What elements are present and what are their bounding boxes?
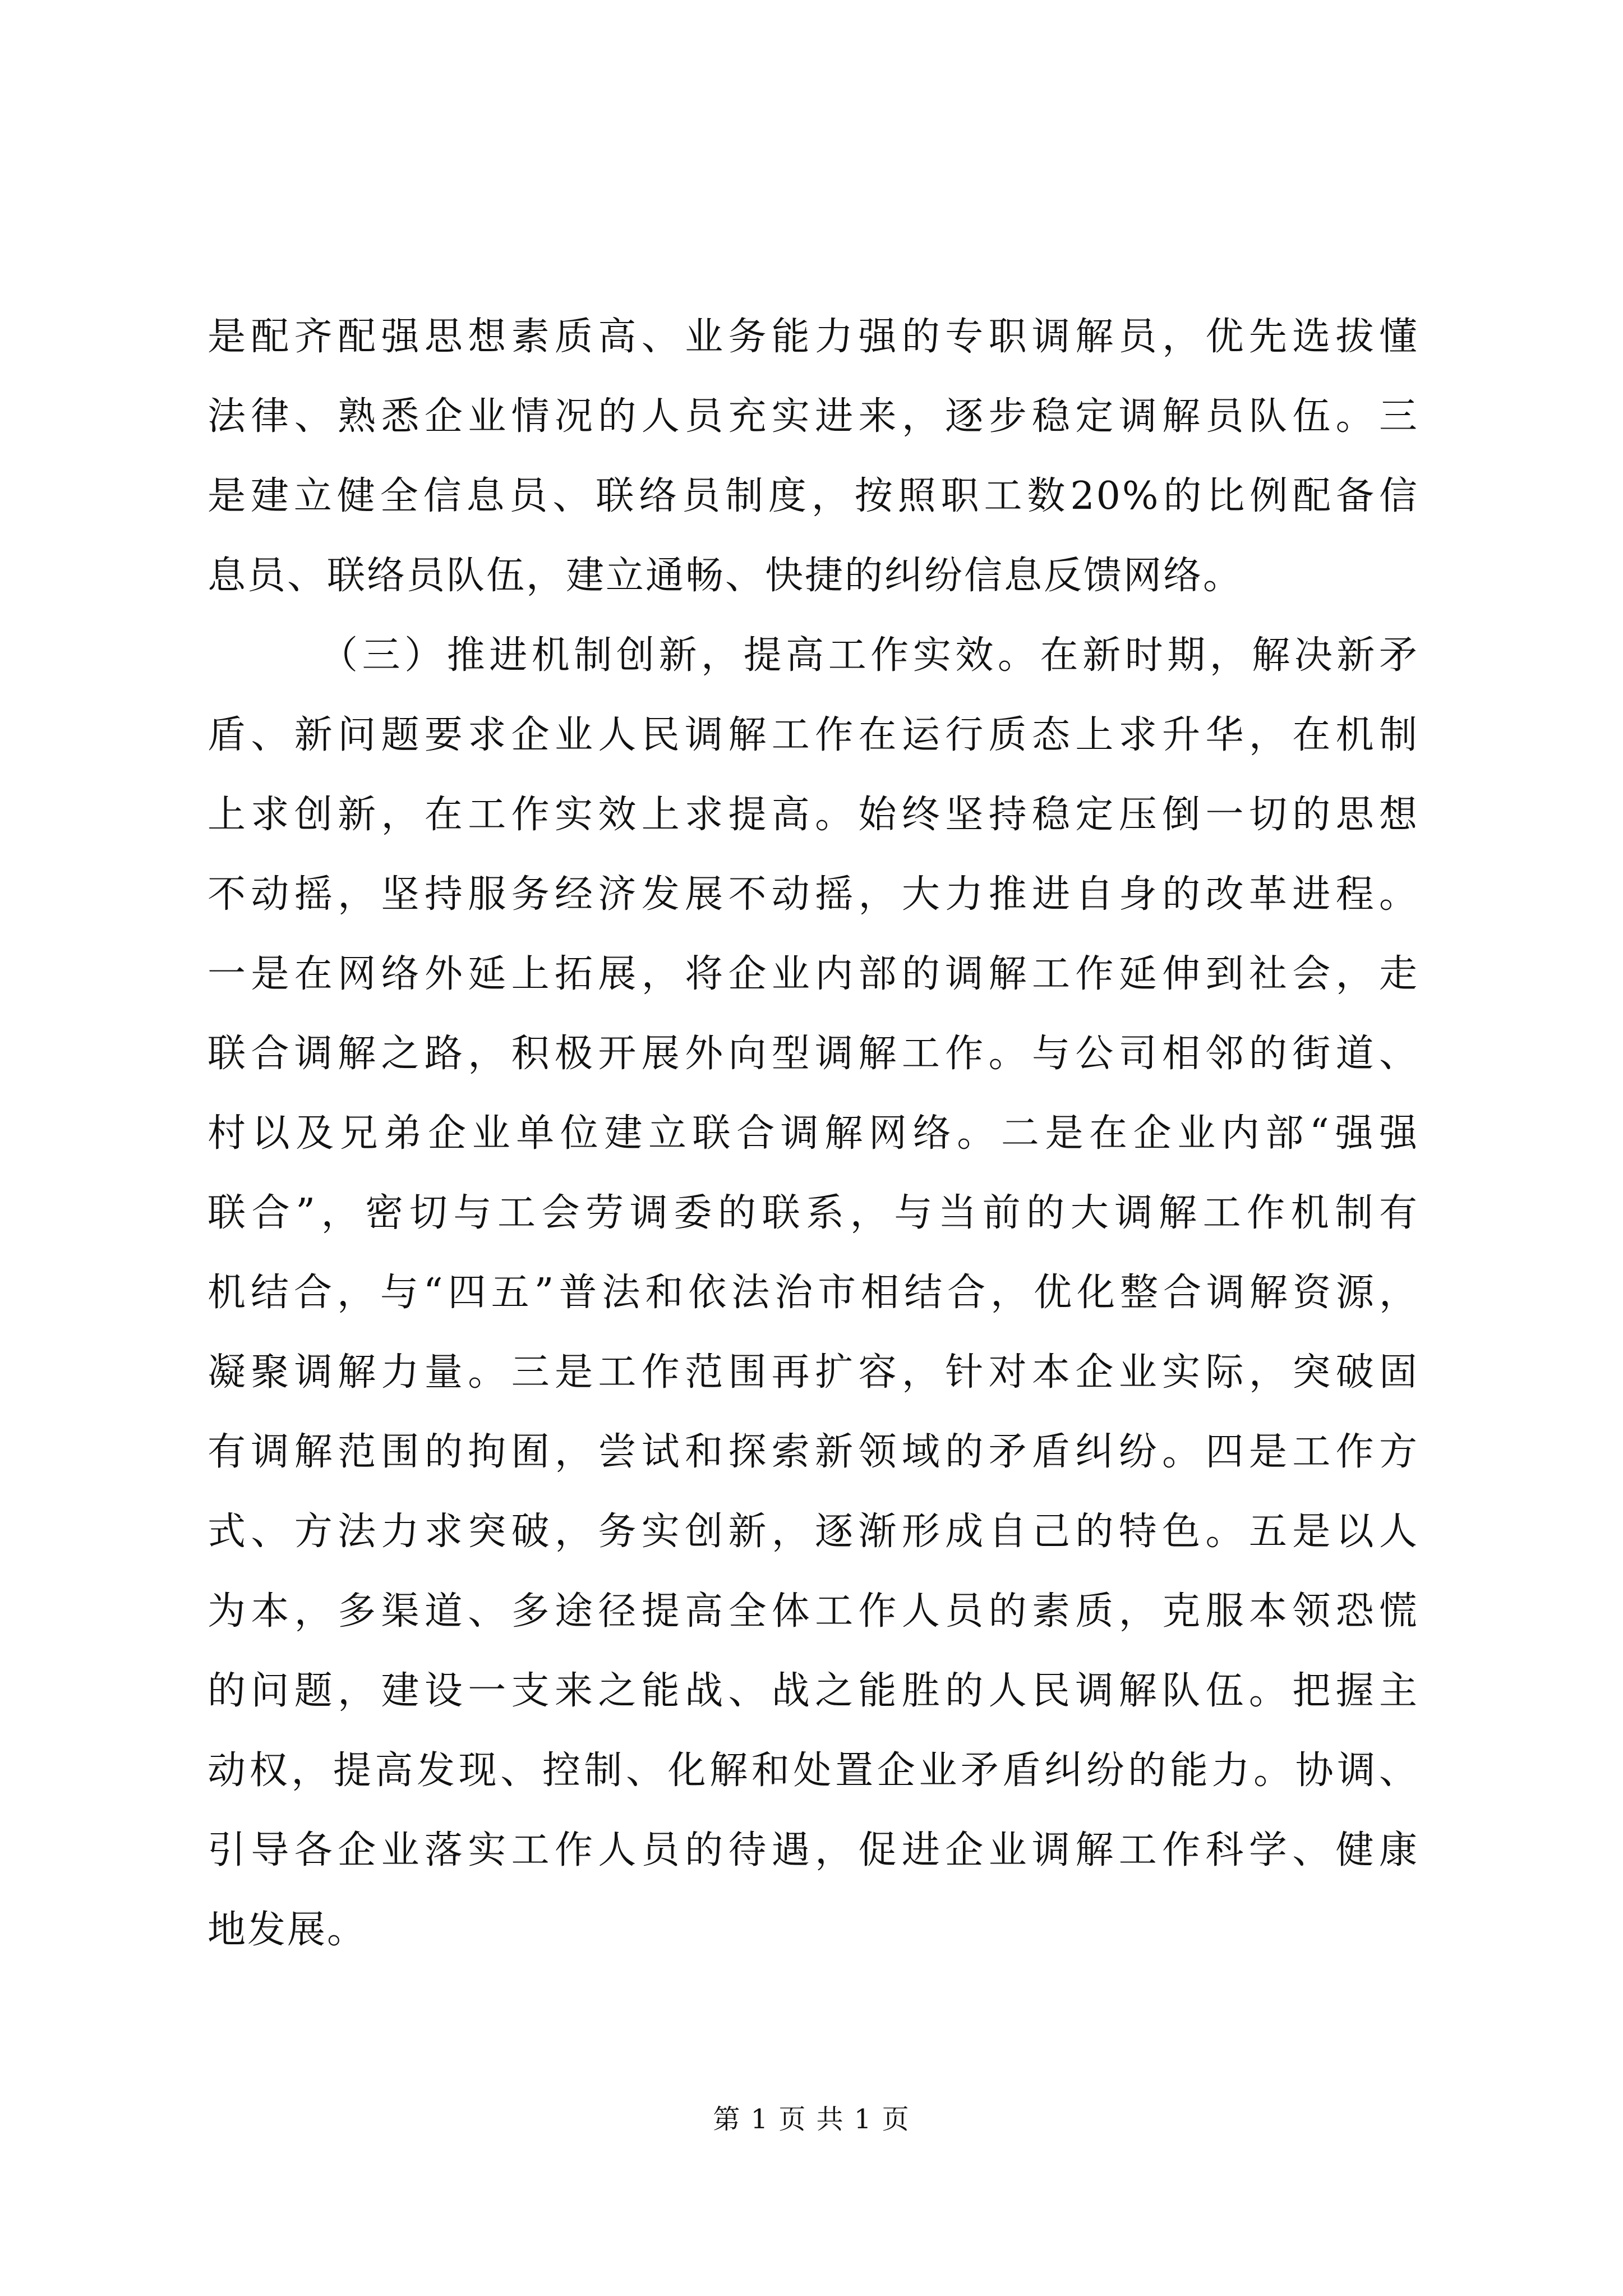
text-line: 不动摇，坚持服务经济发展不动摇，大力推进自身的改革进程。 [208, 872, 1419, 917]
text-line: 联合调解之路，积极开展外向型调解工作。与公司相邻的街道、 [208, 1032, 1419, 1076]
text-line: 引导各企业落实工作人员的待遇，促进企业调解工作科学、健康 [208, 1828, 1419, 1872]
text-line: 凝聚调解力量。三是工作范围再扩容，针对本企业实际，突破固 [208, 1350, 1419, 1395]
text-line: 村以及兄弟企业单位建立联合调解网络。二是在企业内部“强强 [208, 1111, 1419, 1156]
text-line: （三）推进机制创新，提高工作实效。在新时期，解决新矛 [320, 633, 1419, 678]
text-line: 为本，多渠道、多途径提高全体工作人员的素质，克服本领恐慌 [208, 1589, 1419, 1634]
text-line: 息员、联络员队伍，建立通畅、快捷的纠纷信息反馈网络。 [208, 554, 1243, 598]
text-line: 法律、熟悉企业情况的人员充实进来，逐步稳定调解员队伍。三 [208, 394, 1419, 439]
text-line: 机结合，与“四五”普法和依法治市相结合，优化整合调解资源， [208, 1271, 1419, 1315]
text-line: 盾、新问题要求企业人民调解工作在运行质态上求升华，在机制 [208, 713, 1419, 757]
text-line: 是建立健全信息员、联络员制度，按照职工数20%的比例配备信 [208, 474, 1419, 518]
text-line: 式、方法力求突破，务实创新，逐渐形成自己的特色。五是以人 [208, 1510, 1419, 1554]
text-line: 一是在网络外延上拓展，将企业内部的调解工作延伸到社会，走 [208, 952, 1419, 996]
document-body [208, 297, 1419, 1970]
text-line: 联合”，密切与工会劳调委的联系，与当前的大调解工作机制有 [208, 1191, 1419, 1235]
text-line: 地发展。 [208, 1908, 367, 1952]
page-footer: 第 1 页 共 1 页 [713, 2104, 910, 2135]
text-line: 上求创新，在工作实效上求提高。始终坚持稳定压倒一切的思想 [208, 793, 1419, 837]
text-line: 动权，提高发现、控制、化解和处置企业矛盾纠纷的能力。协调、 [208, 1749, 1419, 1793]
text-line: 有调解范围的拘囿，尝试和探索新领域的矛盾纠纷。四是工作方 [208, 1430, 1419, 1474]
text-line: 是配齐配强思想素质高、业务能力强的专职调解员，优先选拔懂 [208, 315, 1419, 359]
text-line: 的问题，建设一支来之能战、战之能胜的人民调解队伍。把握主 [208, 1669, 1419, 1713]
